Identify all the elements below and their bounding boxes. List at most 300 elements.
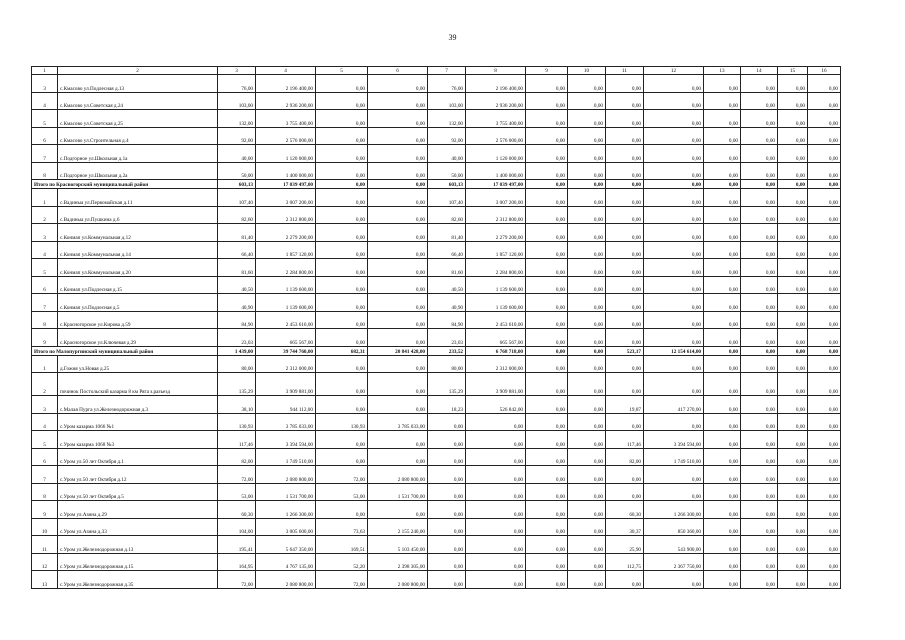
table-cell: 0,00 [466, 553, 526, 571]
table-cell: 0,00 [644, 571, 704, 589]
table-cell: 0,00 [741, 145, 778, 163]
table-cell: 0,00 [368, 241, 428, 259]
table-cell: 0,00 [644, 483, 704, 501]
table-cell: 0,00 [808, 518, 841, 536]
table-row [32, 483, 841, 501]
table-cell: 1 400 000,00 [256, 162, 316, 180]
table-cell: 0,00 [526, 294, 568, 312]
table-cell: 0,00 [526, 189, 568, 207]
table-cell: 0,00 [568, 329, 606, 347]
table-cell: 107,40 [428, 189, 466, 207]
table-cell: 0,00 [526, 501, 568, 519]
table-cell: 0,00 [526, 373, 568, 396]
table-cell: 0,00 [808, 346, 841, 355]
table-row [32, 145, 841, 163]
table-cell: 1 749 510,00 [256, 448, 316, 466]
table-cell: 2 312 000,00 [256, 355, 316, 373]
table-cell: 1 531 700,00 [256, 483, 316, 501]
table-cell: 0,00 [778, 413, 808, 431]
table-cell: 3 [218, 67, 256, 75]
table-cell: 0,00 [368, 75, 428, 93]
table-cell: 0,00 [644, 355, 704, 373]
table-cell: с.Кмасово ул.Подлесная д.13 [58, 75, 218, 93]
table-cell: 2 080 800,00 [256, 466, 316, 484]
table-cell: 80,00 [428, 355, 466, 373]
table-cell: 60,30 [606, 501, 644, 519]
table-cell: 82,00 [218, 448, 256, 466]
table-cell: 6 [368, 67, 428, 75]
table-cell: 0,00 [568, 276, 606, 294]
table-cell: 850 360,00 [644, 518, 704, 536]
table-cell: 8 [32, 483, 58, 501]
table-row [32, 189, 841, 207]
table-cell: с.Кмасово ул.Советская д.24 [58, 92, 218, 110]
table-cell: 0,00 [526, 355, 568, 373]
table-cell: 0,00 [568, 294, 606, 312]
table-cell: 0,00 [526, 571, 568, 589]
table-cell: 1 139 600,00 [256, 276, 316, 294]
table-cell: с.Кмасово ул.Строительная д.4 [58, 127, 218, 145]
table-cell: с.Вадиныа ул.Пушкина д.6 [58, 206, 218, 224]
table-cell: 0,00 [428, 571, 466, 589]
table-cell: 92,00 [218, 127, 256, 145]
table-cell: 3 755 400,00 [256, 110, 316, 128]
table-cell: 2 155 240,00 [368, 518, 428, 536]
table-cell: 0,00 [741, 224, 778, 242]
table-cell: 81,40 [218, 224, 256, 242]
table-cell: 0,00 [778, 501, 808, 519]
table-cell: Итого по Красногорский муниципальный район [32, 180, 218, 189]
table-cell: 0,00 [606, 311, 644, 329]
table-cell: 0,00 [704, 311, 741, 329]
table-cell: 0,00 [368, 180, 428, 189]
table-cell: 0,00 [704, 553, 741, 571]
table-cell: 0,00 [526, 431, 568, 449]
table-cell: 130,93 [218, 413, 256, 431]
table-cell: 0,00 [606, 466, 644, 484]
table-row [32, 294, 841, 312]
table-cell: 72,00 [218, 466, 256, 484]
table-cell: 0,00 [644, 311, 704, 329]
table-cell: 0,00 [568, 311, 606, 329]
table-cell: 76,00 [428, 75, 466, 93]
table-cell: 0,00 [606, 127, 644, 145]
table-cell: 0,00 [526, 466, 568, 484]
table-cell: 0,00 [526, 311, 568, 329]
table-cell: 0,00 [428, 466, 466, 484]
table-cell: 0,00 [644, 127, 704, 145]
table-cell: Итого по Малопургинский муниципальный район [32, 346, 218, 355]
table-cell: 3 785 033,00 [368, 413, 428, 431]
table-cell: 526 842,00 [466, 396, 526, 414]
table-cell: 0,00 [526, 518, 568, 536]
table-cell: 0,00 [526, 162, 568, 180]
table-cell: 0,00 [644, 276, 704, 294]
table-cell: 2 196 400,00 [256, 75, 316, 93]
table-cell: 2 312 000,00 [466, 355, 526, 373]
table-cell: 0,00 [741, 396, 778, 414]
table-row [32, 110, 841, 128]
table-cell: 0,00 [778, 373, 808, 396]
table-cell: 0,00 [741, 536, 778, 554]
table-cell: 40,90 [218, 294, 256, 312]
table-cell: 17 039 497,00 [256, 180, 316, 189]
page-number: 39 [448, 33, 457, 42]
table-cell: 0,00 [466, 536, 526, 554]
table-cell: 0,00 [368, 373, 428, 396]
table-cell: 80,00 [218, 355, 256, 373]
table-cell: 0,00 [778, 466, 808, 484]
table-cell: 603,13 [428, 180, 466, 189]
table-cell: 0,00 [606, 110, 644, 128]
table-cell: 0,00 [428, 536, 466, 554]
table-cell: 0,00 [428, 483, 466, 501]
table-cell: 0,00 [778, 553, 808, 571]
table-cell: 0,00 [606, 180, 644, 189]
table-cell: с.Уром ул.Железнодорожная д.13 [58, 536, 218, 554]
table-cell: 0,00 [778, 110, 808, 128]
table-cell: 40,00 [428, 145, 466, 163]
table-cell: с.Уром ул.50 лет Октября д.5 [58, 483, 218, 501]
table-cell: 0,00 [466, 466, 526, 484]
table-cell: 103,00 [428, 92, 466, 110]
housing-program-table [31, 66, 841, 589]
table-cell: 5 103 450,00 [368, 536, 428, 554]
table-cell: 0,00 [704, 259, 741, 277]
table-cell: 0,00 [778, 536, 808, 554]
table-cell: 7 [428, 67, 466, 75]
table-cell: 6 [32, 127, 58, 145]
table-cell: 0,00 [704, 180, 741, 189]
table-cell: 60,30 [218, 501, 256, 519]
table-cell: 2 453 610,00 [466, 311, 526, 329]
table-cell: 73,63 [316, 518, 368, 536]
table-cell: 944 112,00 [256, 396, 316, 414]
table-cell: 0,00 [644, 75, 704, 93]
table-row [32, 355, 841, 373]
table-cell: с.Конмап ул.Коммунальная д.20 [58, 259, 218, 277]
table-cell: 3 007 200,00 [466, 189, 526, 207]
table-cell: 0,00 [778, 571, 808, 589]
table-cell: 0,00 [466, 518, 526, 536]
table-cell: 0,00 [704, 501, 741, 519]
table-cell: 2 576 000,00 [256, 127, 316, 145]
table-cell: 0,00 [778, 75, 808, 93]
table-cell: 0,00 [568, 355, 606, 373]
table-cell: 0,00 [368, 189, 428, 207]
table-cell: 0,00 [704, 571, 741, 589]
table-cell: 13 [32, 571, 58, 589]
table-cell: 2 279 200,00 [466, 224, 526, 242]
table-cell: 0,00 [526, 329, 568, 347]
table-cell: 0,00 [368, 206, 428, 224]
table-cell: 6 [32, 448, 58, 466]
table-cell: 0,00 [741, 110, 778, 128]
table-cell: 0,00 [808, 241, 841, 259]
table-cell: 0,00 [526, 241, 568, 259]
table-cell: 0,00 [808, 483, 841, 501]
table-cell: 0,00 [526, 259, 568, 277]
table-cell: 0,00 [316, 396, 368, 414]
table-cell: 0,00 [808, 259, 841, 277]
table-cell: 2 936 200,00 [466, 92, 526, 110]
table-cell: 2 576 000,00 [466, 127, 526, 145]
table-cell: 2 080 800,00 [368, 571, 428, 589]
table-cell: 0,00 [526, 180, 568, 189]
table-cell: 1 400 000,00 [466, 162, 526, 180]
table-cell: 20 841 428,00 [368, 346, 428, 355]
table-cell: 0,00 [741, 466, 778, 484]
table-cell: 0,00 [778, 294, 808, 312]
table-cell: 0,00 [808, 180, 841, 189]
table-cell: 0,00 [368, 396, 428, 414]
table-cell: 40,50 [428, 276, 466, 294]
table-cell: 0,00 [316, 355, 368, 373]
table-cell: 2 453 610,00 [256, 311, 316, 329]
table-cell: 6 768 718,00 [466, 346, 526, 355]
table-cell: 16 [808, 67, 841, 75]
table-cell: 2 196 400,00 [466, 75, 526, 93]
table-cell: 0,00 [741, 241, 778, 259]
table-row [32, 413, 841, 431]
table-row [32, 127, 841, 145]
table-cell: 0,00 [368, 92, 428, 110]
table-cell: 0,00 [644, 373, 704, 396]
table-row [32, 431, 841, 449]
table-cell: 0,00 [368, 311, 428, 329]
table-cell: 0,00 [368, 110, 428, 128]
table-cell: 81,60 [428, 259, 466, 277]
table-cell: 0,00 [368, 162, 428, 180]
table-cell: 0,00 [606, 92, 644, 110]
table-cell: 1 139 600,00 [256, 294, 316, 312]
table-cell: 0,00 [808, 553, 841, 571]
table-cell: 0,00 [778, 224, 808, 242]
table-row [32, 276, 841, 294]
table-cell: 7 [32, 145, 58, 163]
table-cell: 0,00 [644, 241, 704, 259]
table-cell: 5 [32, 431, 58, 449]
table-cell: 11 [32, 536, 58, 554]
table-cell: 0,00 [526, 483, 568, 501]
table-cell: 3 785 033,00 [256, 413, 316, 431]
table-cell: 0,00 [368, 501, 428, 519]
table-cell: 13 [704, 67, 741, 75]
table-total-row [32, 180, 841, 189]
table-cell: 0,00 [526, 448, 568, 466]
table-cell: 72,00 [316, 571, 368, 589]
table-cell: 2 312 800,00 [466, 206, 526, 224]
table-cell: 0,00 [808, 189, 841, 207]
table-cell: 0,00 [466, 571, 526, 589]
table-cell: с.Уром ул.Азина д.29 [58, 501, 218, 519]
table-cell: 0,00 [526, 276, 568, 294]
table-cell: 0,00 [428, 448, 466, 466]
table-cell: 2 [32, 206, 58, 224]
table-cell: 0,00 [808, 466, 841, 484]
table-cell: 0,00 [526, 75, 568, 93]
table-cell: 0,00 [568, 241, 606, 259]
table-cell: 5 [32, 110, 58, 128]
table-cell: 164,95 [218, 553, 256, 571]
table-cell: 0,00 [526, 127, 568, 145]
table-cell: 10 [32, 518, 58, 536]
table-total-row [32, 346, 841, 355]
table-cell: 0,00 [606, 189, 644, 207]
table-cell: 0,00 [704, 329, 741, 347]
table-cell: 0,00 [808, 110, 841, 128]
table-cell: 2 080 800,00 [368, 466, 428, 484]
table-cell: 84,90 [428, 311, 466, 329]
table-cell: с.Конмап ул.Подлесная д.15 [58, 276, 218, 294]
table-cell: с.Уром ул.50 лет Октября д.12 [58, 466, 218, 484]
table-cell: 0,00 [741, 75, 778, 93]
table-cell: 2 312 800,00 [256, 206, 316, 224]
table-cell: 3 909 881,00 [466, 373, 526, 396]
table-cell: 0,00 [808, 92, 841, 110]
table-cell: 0,00 [466, 431, 526, 449]
table-cell: 0,00 [644, 180, 704, 189]
table-cell: 0,00 [808, 355, 841, 373]
table-cell: 130,93 [316, 413, 368, 431]
table-cell: 0,00 [316, 329, 368, 347]
table-cell: 0,00 [808, 127, 841, 145]
table-cell: с.Конмап ул.Коммунальная д.14 [58, 241, 218, 259]
table-cell: 2 398 305,00 [368, 553, 428, 571]
table-cell: 0,00 [568, 189, 606, 207]
table-cell: с.Вадиныа ул.Первомайская д.11 [58, 189, 218, 207]
table-cell: 0,00 [808, 396, 841, 414]
table-row [32, 311, 841, 329]
table-cell: 2 [32, 373, 58, 396]
table-cell: 0,00 [704, 294, 741, 312]
table-cell: 0,00 [568, 518, 606, 536]
table-cell: 417 270,00 [644, 396, 704, 414]
table-cell: 0,00 [704, 189, 741, 207]
table-cell: 0,00 [704, 110, 741, 128]
table-cell: 0,00 [606, 571, 644, 589]
table-cell: 23,03 [218, 329, 256, 347]
table-cell: 135,29 [218, 373, 256, 396]
table-cell: с.Уром ул.Железнодорожная д.15 [58, 553, 218, 571]
table-cell: 0,00 [316, 92, 368, 110]
table-cell: 0,00 [808, 224, 841, 242]
table-cell: 25,90 [606, 536, 644, 554]
table-cell: 0,00 [568, 127, 606, 145]
table-cell: 0,00 [778, 483, 808, 501]
table-cell: 0,00 [568, 536, 606, 554]
table-cell: 10 [568, 67, 606, 75]
table-cell: 0,00 [778, 448, 808, 466]
table-cell: 0,00 [316, 294, 368, 312]
table-cell: 0,00 [778, 346, 808, 355]
table-cell: 39 744 760,00 [256, 346, 316, 355]
table-cell: 1 120 000,00 [466, 145, 526, 163]
table-cell: 82,00 [606, 448, 644, 466]
table-cell: 1 [32, 189, 58, 207]
table-cell: 682,31 [316, 346, 368, 355]
table-cell: 117,46 [606, 431, 644, 449]
table-cell: 0,00 [741, 483, 778, 501]
table-cell: 0,00 [316, 311, 368, 329]
table-cell: 0,00 [644, 224, 704, 242]
table-cell: 0,00 [568, 483, 606, 501]
table-cell: 53,00 [316, 483, 368, 501]
table-cell: 1 439,00 [218, 346, 256, 355]
table-cell: 0,00 [316, 162, 368, 180]
table-cell: 0,00 [526, 553, 568, 571]
table-cell: 0,00 [704, 518, 741, 536]
table-cell: с.Красногорское ул.Кирова д.59 [58, 311, 218, 329]
table-cell: 0,00 [368, 259, 428, 277]
table-cell: 0,00 [644, 110, 704, 128]
table-cell: 0,00 [704, 448, 741, 466]
table-cell: 0,00 [704, 431, 741, 449]
table-cell: 0,00 [741, 294, 778, 312]
table-cell: 0,00 [704, 145, 741, 163]
table-cell: 0,00 [778, 276, 808, 294]
table-cell: 5 [316, 67, 368, 75]
table-cell: 107,40 [218, 189, 256, 207]
table-row [32, 501, 841, 519]
table-cell: 0,00 [526, 224, 568, 242]
table-cell: 0,00 [568, 145, 606, 163]
table-cell: 0,00 [741, 127, 778, 145]
table-row [32, 162, 841, 180]
table-cell: 81,60 [218, 259, 256, 277]
table-cell: 0,00 [741, 553, 778, 571]
table-cell: 0,00 [606, 206, 644, 224]
table-cell: 2 284 800,00 [466, 259, 526, 277]
table-cell: 0,00 [741, 189, 778, 207]
table-cell: 66,40 [428, 241, 466, 259]
table-cell: 8 [466, 67, 526, 75]
table-cell: 0,00 [526, 536, 568, 554]
table-cell: 8 [32, 162, 58, 180]
table-cell: 0,00 [704, 396, 741, 414]
table-cell: 603,13 [218, 180, 256, 189]
table-cell: 0,00 [316, 431, 368, 449]
table-cell: 0,00 [704, 413, 741, 431]
table-cell: 0,00 [568, 75, 606, 93]
table-cell: 0,00 [368, 276, 428, 294]
table-cell: 0,00 [526, 396, 568, 414]
table-cell: 23,03 [428, 329, 466, 347]
table-cell: починок Постольский казарма 8 км Ряга з.разъезд [58, 373, 218, 396]
table-cell: 0,00 [741, 311, 778, 329]
table-cell: 0,00 [808, 294, 841, 312]
table-cell: 3 007 200,00 [256, 189, 316, 207]
table-cell: 0,00 [778, 162, 808, 180]
table-cell: 0,00 [368, 127, 428, 145]
table-cell: 0,00 [368, 294, 428, 312]
table-cell: 1 857 120,00 [466, 241, 526, 259]
table-cell: 76,00 [218, 75, 256, 93]
table-cell: 0,00 [316, 259, 368, 277]
table-cell: 1 266 300,00 [644, 501, 704, 519]
table-cell: 0,00 [808, 536, 841, 554]
table-cell: 0,00 [526, 110, 568, 128]
table-cell: 0,00 [808, 373, 841, 396]
table-cell: 53,00 [218, 483, 256, 501]
table-cell: 0,00 [316, 180, 368, 189]
table-cell: 3 394 594,00 [644, 431, 704, 449]
table-row [32, 553, 841, 571]
table-cell: 40,50 [218, 276, 256, 294]
table-cell: д.Гожня ул.Новая д.25 [58, 355, 218, 373]
table-cell: 0,00 [808, 571, 841, 589]
table-cell: 0,00 [704, 355, 741, 373]
